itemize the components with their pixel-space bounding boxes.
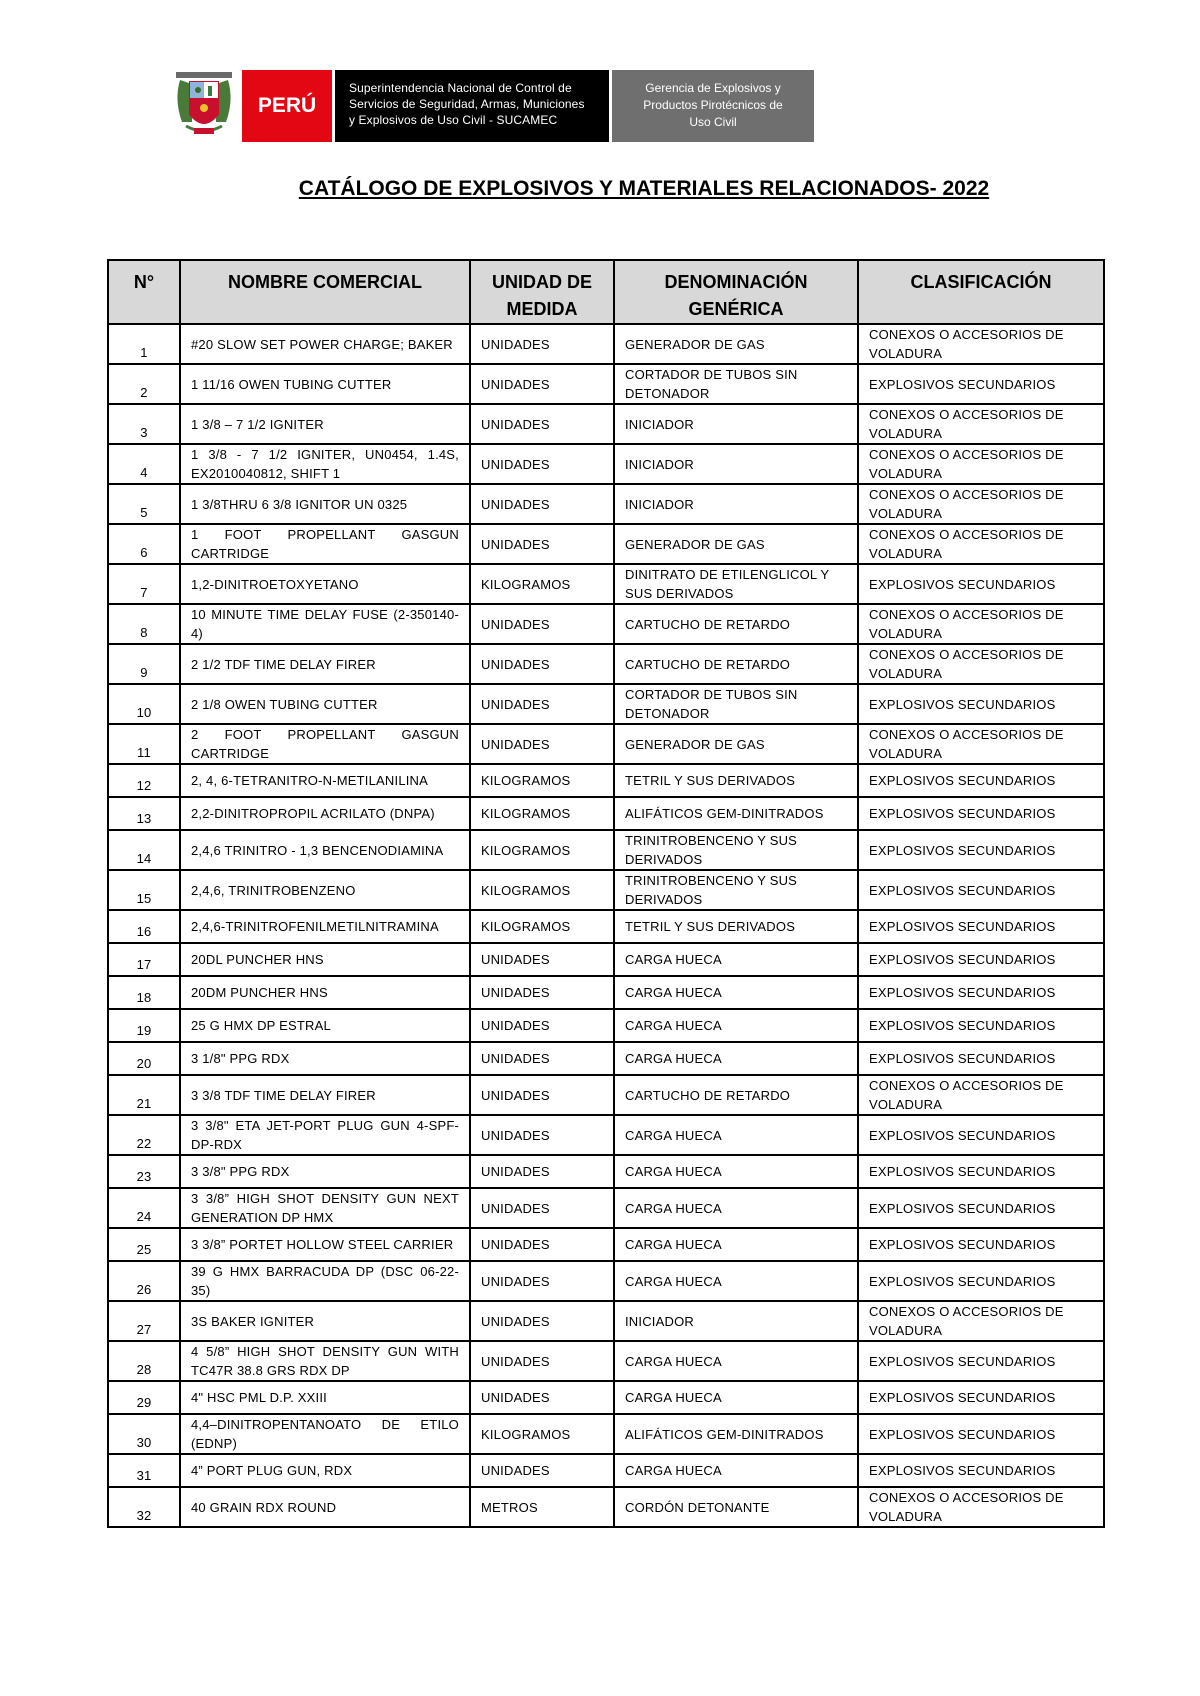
generic-name-cell: CARGA HUECA bbox=[614, 1381, 858, 1414]
header-number: N° bbox=[108, 260, 180, 324]
classification-cell: CONEXOS O ACCESORIOS DE VOLADURA bbox=[858, 1301, 1104, 1341]
unit-cell: UNIDADES bbox=[470, 524, 614, 564]
commercial-name-cell: 25 G HMX DP ESTRAL bbox=[180, 1009, 470, 1042]
classification-cell: EXPLOSIVOS SECUNDARIOS bbox=[858, 1228, 1104, 1261]
unit-cell: KILOGRAMOS bbox=[470, 910, 614, 943]
generic-name-cell: CARTUCHO DE RETARDO bbox=[614, 644, 858, 684]
unit-cell: UNIDADES bbox=[470, 1261, 614, 1301]
unit-cell: METROS bbox=[470, 1487, 614, 1527]
unit-cell: UNIDADES bbox=[470, 444, 614, 484]
row-number: 19 bbox=[108, 1009, 180, 1042]
table-row bbox=[108, 910, 1104, 943]
generic-name-cell: INICIADOR bbox=[614, 444, 858, 484]
row-number: 24 bbox=[108, 1188, 180, 1228]
table-header-row bbox=[108, 260, 1104, 324]
table-row bbox=[108, 444, 1104, 484]
row-number: 2 bbox=[108, 364, 180, 404]
table-row bbox=[108, 1115, 1104, 1155]
table-row bbox=[108, 564, 1104, 604]
row-number: 22 bbox=[108, 1115, 180, 1155]
classification-cell: EXPLOSIVOS SECUNDARIOS bbox=[858, 1341, 1104, 1381]
catalog-table bbox=[107, 259, 1105, 1528]
classification-cell: CONEXOS O ACCESORIOS DE VOLADURA bbox=[858, 604, 1104, 644]
classification-cell: EXPLOSIVOS SECUNDARIOS bbox=[858, 684, 1104, 724]
commercial-name-cell: 2,4,6-TRINITROFENILMETILNITRAMINA bbox=[180, 910, 470, 943]
agency-line: y Explosivos de Uso Civil - SUCAMEC bbox=[349, 113, 558, 127]
classification-cell: EXPLOSIVOS SECUNDARIOS bbox=[858, 797, 1104, 830]
commercial-name-cell: 4” PORT PLUG GUN, RDX bbox=[180, 1454, 470, 1487]
table-row bbox=[108, 1454, 1104, 1487]
row-number: 21 bbox=[108, 1075, 180, 1115]
agency-line: Superintendencia Nacional de Control de bbox=[349, 81, 572, 95]
commercial-name-cell: 2,2-DINITROPROPIL ACRILATO (DNPA) bbox=[180, 797, 470, 830]
row-number: 20 bbox=[108, 1042, 180, 1075]
generic-name-cell: ALIFÁTICOS GEM-DINITRADOS bbox=[614, 1414, 858, 1454]
row-number: 9 bbox=[108, 644, 180, 684]
commercial-name-cell: 1 3/8THRU 6 3/8 IGNITOR UN 0325 bbox=[180, 484, 470, 524]
commercial-name-cell: 3 3/8” PORTET HOLLOW STEEL CARRIER bbox=[180, 1228, 470, 1261]
classification-cell: CONEXOS O ACCESORIOS DE VOLADURA bbox=[858, 324, 1104, 364]
generic-name-cell: GENERADOR DE GAS bbox=[614, 724, 858, 764]
table-row bbox=[108, 1188, 1104, 1228]
classification-cell: EXPLOSIVOS SECUNDARIOS bbox=[858, 1454, 1104, 1487]
generic-name-cell: TETRIL Y SUS DERIVADOS bbox=[614, 764, 858, 797]
generic-name-cell: TRINITROBENCENO Y SUS DERIVADOS bbox=[614, 830, 858, 870]
commercial-name-cell: 4 5/8” HIGH SHOT DENSITY GUN WITH TC47R 38.8 GRS RDX DP bbox=[180, 1341, 470, 1381]
row-number: 30 bbox=[108, 1414, 180, 1454]
commercial-name-cell: 2 FOOT PROPELLANT GASGUN CARTRIDGE bbox=[180, 724, 470, 764]
commercial-name-cell: 3 3/8” HIGH SHOT DENSITY GUN NEXT GENERATION DP HMX bbox=[180, 1188, 470, 1228]
classification-cell: CONEXOS O ACCESORIOS DE VOLADURA bbox=[858, 524, 1104, 564]
commercial-name-cell: 1 3/8 - 7 1/2 IGNITER, UN0454, 1.4S, EX2010040812, SHIFT 1 bbox=[180, 444, 470, 484]
row-number: 12 bbox=[108, 764, 180, 797]
commercial-name-cell: 3S BAKER IGNITER bbox=[180, 1301, 470, 1341]
table-row bbox=[108, 976, 1104, 1009]
generic-name-cell: CARGA HUECA bbox=[614, 1261, 858, 1301]
commercial-name-cell: 2, 4, 6-TETRANITRO-N-METILANILINA bbox=[180, 764, 470, 797]
row-number: 26 bbox=[108, 1261, 180, 1301]
unit-cell: UNIDADES bbox=[470, 1188, 614, 1228]
classification-cell: EXPLOSIVOS SECUNDARIOS bbox=[858, 910, 1104, 943]
classification-cell: CONEXOS O ACCESORIOS DE VOLADURA bbox=[858, 644, 1104, 684]
commercial-name-cell: 3 3/8 TDF TIME DELAY FIRER bbox=[180, 1075, 470, 1115]
classification-cell: CONEXOS O ACCESORIOS DE VOLADURA bbox=[858, 1075, 1104, 1115]
commercial-name-cell: 39 G HMX BARRACUDA DP (DSC 06-22-35) bbox=[180, 1261, 470, 1301]
row-number: 11 bbox=[108, 724, 180, 764]
row-number: 27 bbox=[108, 1301, 180, 1341]
commercial-name-cell: 4,4–DINITROPENTANOATO DE ETILO (EDNP) bbox=[180, 1414, 470, 1454]
row-number: 32 bbox=[108, 1487, 180, 1527]
unit-cell: UNIDADES bbox=[470, 324, 614, 364]
unit-cell: UNIDADES bbox=[470, 1075, 614, 1115]
row-number: 7 bbox=[108, 564, 180, 604]
header-commercial-name: NOMBRE COMERCIAL bbox=[180, 260, 470, 324]
table-row bbox=[108, 1341, 1104, 1381]
row-number: 14 bbox=[108, 830, 180, 870]
commercial-name-cell: 4" HSC PML D.P. XXIII bbox=[180, 1381, 470, 1414]
peru-coat-of-arms-icon bbox=[172, 70, 236, 142]
commercial-name-cell: 2,4,6, TRINITROBENZENO bbox=[180, 870, 470, 910]
classification-cell: EXPLOSIVOS SECUNDARIOS bbox=[858, 1042, 1104, 1075]
generic-name-cell: INICIADOR bbox=[614, 484, 858, 524]
table-row bbox=[108, 364, 1104, 404]
unit-cell: UNIDADES bbox=[470, 943, 614, 976]
commercial-name-cell: 3 3/8" PPG RDX bbox=[180, 1155, 470, 1188]
unit-cell: UNIDADES bbox=[470, 684, 614, 724]
unit-cell: UNIDADES bbox=[470, 976, 614, 1009]
unit-cell: UNIDADES bbox=[470, 644, 614, 684]
unit-cell: KILOGRAMOS bbox=[470, 797, 614, 830]
row-number: 17 bbox=[108, 943, 180, 976]
unit-cell: UNIDADES bbox=[470, 1009, 614, 1042]
classification-cell: EXPLOSIVOS SECUNDARIOS bbox=[858, 764, 1104, 797]
table-row bbox=[108, 684, 1104, 724]
unit-cell: UNIDADES bbox=[470, 724, 614, 764]
commercial-name-cell: 1 11/16 OWEN TUBING CUTTER bbox=[180, 364, 470, 404]
unit-cell: UNIDADES bbox=[470, 1341, 614, 1381]
classification-cell: EXPLOSIVOS SECUNDARIOS bbox=[858, 1115, 1104, 1155]
row-number: 28 bbox=[108, 1341, 180, 1381]
generic-name-cell: CARGA HUECA bbox=[614, 1228, 858, 1261]
generic-name-cell: TRINITROBENCENO Y SUS DERIVADOS bbox=[614, 870, 858, 910]
commercial-name-cell: #20 SLOW SET POWER CHARGE; BAKER bbox=[180, 324, 470, 364]
row-number: 6 bbox=[108, 524, 180, 564]
generic-name-cell: CARGA HUECA bbox=[614, 1155, 858, 1188]
row-number: 4 bbox=[108, 444, 180, 484]
table-row bbox=[108, 604, 1104, 644]
table-row bbox=[108, 644, 1104, 684]
unit-cell: UNIDADES bbox=[470, 1301, 614, 1341]
unit-cell: KILOGRAMOS bbox=[470, 830, 614, 870]
generic-name-cell: CARTUCHO DE RETARDO bbox=[614, 604, 858, 644]
table-row bbox=[108, 797, 1104, 830]
row-number: 23 bbox=[108, 1155, 180, 1188]
table-row bbox=[108, 1261, 1104, 1301]
unit-cell: KILOGRAMOS bbox=[470, 1414, 614, 1454]
row-number: 1 bbox=[108, 324, 180, 364]
unit-cell: UNIDADES bbox=[470, 484, 614, 524]
generic-name-cell: CARGA HUECA bbox=[614, 1115, 858, 1155]
peru-brand-box bbox=[242, 70, 332, 142]
generic-name-cell: CARTUCHO DE RETARDO bbox=[614, 1075, 858, 1115]
generic-name-cell: INICIADOR bbox=[614, 404, 858, 444]
header-unit: UNIDAD DE MEDIDA bbox=[470, 260, 614, 324]
table-row bbox=[108, 1009, 1104, 1042]
generic-name-cell: CORTADOR DE TUBOS SIN DETONADOR bbox=[614, 684, 858, 724]
unit-cell: UNIDADES bbox=[470, 1454, 614, 1487]
page-title: CATÁLOGO DE EXPLOSIVOS Y MATERIALES RELACIONADOS- 2022 bbox=[298, 177, 990, 200]
classification-cell: EXPLOSIVOS SECUNDARIOS bbox=[858, 564, 1104, 604]
row-number: 29 bbox=[108, 1381, 180, 1414]
classification-cell: EXPLOSIVOS SECUNDARIOS bbox=[858, 870, 1104, 910]
division-line: Uso Civil bbox=[689, 115, 737, 129]
table-row bbox=[108, 870, 1104, 910]
row-number: 16 bbox=[108, 910, 180, 943]
commercial-name-cell: 2,4,6 TRINITRO - 1,3 BENCENODIAMINA bbox=[180, 830, 470, 870]
table-row bbox=[108, 1155, 1104, 1188]
table-row bbox=[108, 404, 1104, 444]
generic-name-cell: TETRIL Y SUS DERIVADOS bbox=[614, 910, 858, 943]
division-line: Gerencia de Explosivos y bbox=[645, 81, 781, 95]
classification-cell: CONEXOS O ACCESORIOS DE VOLADURA bbox=[858, 404, 1104, 444]
row-number: 13 bbox=[108, 797, 180, 830]
table-row bbox=[108, 1487, 1104, 1527]
unit-cell: UNIDADES bbox=[470, 1228, 614, 1261]
table-row bbox=[108, 324, 1104, 364]
table-row bbox=[108, 484, 1104, 524]
commercial-name-cell: 3 1/8" PPG RDX bbox=[180, 1042, 470, 1075]
generic-name-cell: DINITRATO DE ETILENGLICOL Y SUS DERIVADOS bbox=[614, 564, 858, 604]
commercial-name-cell: 20DM PUNCHER HNS bbox=[180, 976, 470, 1009]
table-row bbox=[108, 1228, 1104, 1261]
row-number: 10 bbox=[108, 684, 180, 724]
table-row bbox=[108, 943, 1104, 976]
generic-name-cell: GENERADOR DE GAS bbox=[614, 324, 858, 364]
unit-cell: UNIDADES bbox=[470, 1115, 614, 1155]
generic-name-cell: CARGA HUECA bbox=[614, 1009, 858, 1042]
classification-cell: EXPLOSIVOS SECUNDARIOS bbox=[858, 1009, 1104, 1042]
generic-name-cell: CARGA HUECA bbox=[614, 943, 858, 976]
classification-cell: EXPLOSIVOS SECUNDARIOS bbox=[858, 364, 1104, 404]
unit-cell: KILOGRAMOS bbox=[470, 870, 614, 910]
commercial-name-cell: 1 FOOT PROPELLANT GASGUN CARTRIDGE bbox=[180, 524, 470, 564]
unit-cell: KILOGRAMOS bbox=[470, 564, 614, 604]
header-generic-name: DENOMINACIÓN GENÉRICA bbox=[614, 260, 858, 324]
unit-cell: UNIDADES bbox=[470, 1042, 614, 1075]
classification-cell: CONEXOS O ACCESORIOS DE VOLADURA bbox=[858, 444, 1104, 484]
row-number: 5 bbox=[108, 484, 180, 524]
classification-cell: CONEXOS O ACCESORIOS DE VOLADURA bbox=[858, 1487, 1104, 1527]
commercial-name-cell: 1 3/8 – 7 1/2 IGNITER bbox=[180, 404, 470, 444]
generic-name-cell: CORDÓN DETONANTE bbox=[614, 1487, 858, 1527]
division-name-box bbox=[612, 70, 814, 142]
division-line: Productos Pirotécnicos de bbox=[643, 98, 783, 112]
unit-cell: KILOGRAMOS bbox=[470, 764, 614, 797]
table-row bbox=[108, 1381, 1104, 1414]
unit-cell: UNIDADES bbox=[470, 404, 614, 444]
unit-cell: UNIDADES bbox=[470, 1155, 614, 1188]
commercial-name-cell: 20DL PUNCHER HNS bbox=[180, 943, 470, 976]
classification-cell: CONEXOS O ACCESORIOS DE VOLADURA bbox=[858, 484, 1104, 524]
table-row bbox=[108, 830, 1104, 870]
unit-cell: UNIDADES bbox=[470, 1381, 614, 1414]
classification-cell: CONEXOS O ACCESORIOS DE VOLADURA bbox=[858, 724, 1104, 764]
generic-name-cell: CARGA HUECA bbox=[614, 1042, 858, 1075]
classification-cell: EXPLOSIVOS SECUNDARIOS bbox=[858, 830, 1104, 870]
generic-name-cell: CORTADOR DE TUBOS SIN DETONADOR bbox=[614, 364, 858, 404]
generic-name-cell: CARGA HUECA bbox=[614, 1341, 858, 1381]
generic-name-cell: INICIADOR bbox=[614, 1301, 858, 1341]
agency-line: Servicios de Seguridad, Armas, Municiones bbox=[349, 97, 585, 111]
table-row bbox=[108, 1075, 1104, 1115]
row-number: 25 bbox=[108, 1228, 180, 1261]
commercial-name-cell: 1,2-DINITROETOXYETANO bbox=[180, 564, 470, 604]
classification-cell: EXPLOSIVOS SECUNDARIOS bbox=[858, 943, 1104, 976]
classification-cell: EXPLOSIVOS SECUNDARIOS bbox=[858, 976, 1104, 1009]
classification-cell: EXPLOSIVOS SECUNDARIOS bbox=[858, 1261, 1104, 1301]
table-row bbox=[108, 764, 1104, 797]
table-row bbox=[108, 724, 1104, 764]
row-number: 8 bbox=[108, 604, 180, 644]
unit-cell: UNIDADES bbox=[470, 364, 614, 404]
classification-cell: EXPLOSIVOS SECUNDARIOS bbox=[858, 1381, 1104, 1414]
commercial-name-cell: 3 3/8" ETA JET-PORT PLUG GUN 4-SPF-DP-RDX bbox=[180, 1115, 470, 1155]
agency-name-box bbox=[335, 70, 609, 142]
table-row bbox=[108, 1301, 1104, 1341]
unit-cell: UNIDADES bbox=[470, 604, 614, 644]
generic-name-cell: ALIFÁTICOS GEM-DINITRADOS bbox=[614, 797, 858, 830]
generic-name-cell: CARGA HUECA bbox=[614, 1454, 858, 1487]
table-row bbox=[108, 524, 1104, 564]
table-row bbox=[108, 1414, 1104, 1454]
table-row bbox=[108, 1042, 1104, 1075]
row-number: 15 bbox=[108, 870, 180, 910]
generic-name-cell: GENERADOR DE GAS bbox=[614, 524, 858, 564]
row-number: 31 bbox=[108, 1454, 180, 1487]
row-number: 18 bbox=[108, 976, 180, 1009]
row-number: 3 bbox=[108, 404, 180, 444]
commercial-name-cell: 2 1/2 TDF TIME DELAY FIRER bbox=[180, 644, 470, 684]
commercial-name-cell: 40 GRAIN RDX ROUND bbox=[180, 1487, 470, 1527]
classification-cell: EXPLOSIVOS SECUNDARIOS bbox=[858, 1188, 1104, 1228]
classification-cell: EXPLOSIVOS SECUNDARIOS bbox=[858, 1414, 1104, 1454]
country-name: PERÚ bbox=[257, 94, 317, 117]
header-classification: CLASIFICACIÓN bbox=[858, 260, 1104, 324]
classification-cell: EXPLOSIVOS SECUNDARIOS bbox=[858, 1155, 1104, 1188]
generic-name-cell: CARGA HUECA bbox=[614, 976, 858, 1009]
commercial-name-cell: 2 1/8 OWEN TUBING CUTTER bbox=[180, 684, 470, 724]
commercial-name-cell: 10 MINUTE TIME DELAY FUSE (2-350140-4) bbox=[180, 604, 470, 644]
letterhead bbox=[172, 70, 814, 142]
generic-name-cell: CARGA HUECA bbox=[614, 1188, 858, 1228]
